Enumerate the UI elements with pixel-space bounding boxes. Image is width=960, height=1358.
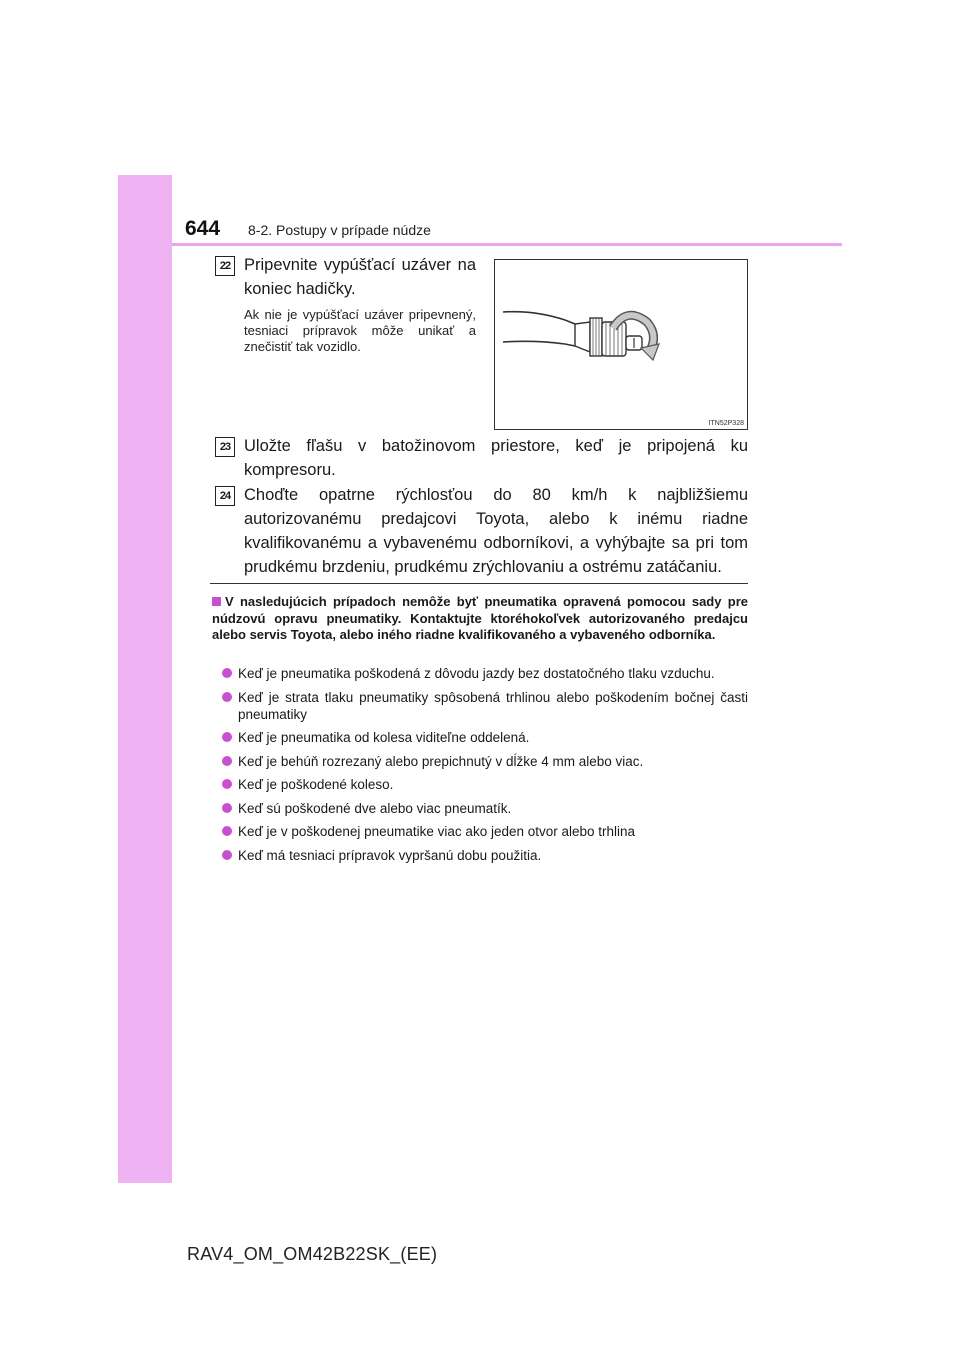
list-item: Keď je behúň rozrezaný alebo prepichnutý v dĺžke 4 mm alebo viac.: [222, 753, 748, 770]
bullet-icon: [222, 850, 232, 860]
list-item: Keď je v poškodenej pneumatike viac ako jeden otvor alebo trhlina: [222, 823, 748, 840]
bullet-icon: [222, 668, 232, 678]
conditions-list: [222, 665, 748, 870]
bullet-icon: [222, 803, 232, 813]
step-text: Uložte fľašu v batožinovom priestore, keď je pripojená ku kompresoru.: [244, 437, 748, 479]
step-text: Pripevnite vypúšťací uzáver na koniec hadičky.: [244, 256, 476, 298]
step-number: 23: [215, 437, 235, 457]
section-heading-text: V nasledujúcich prípadoch nemôže byť pneumatika opravená pomocou sady pre núdzovú opravu pneumatiky. Kontaktujte ktoréhokoľvek autorizovaného predajcu alebo servis Toyota, alebo iného riadne kvalifikovaného a vybaveného odborníka.: [212, 594, 748, 642]
section-square-icon: [212, 597, 221, 606]
chapter-title: 8-2. Postupy v prípade núdze: [248, 222, 431, 238]
section-rule: [210, 583, 748, 584]
step-number: 24: [215, 486, 235, 506]
list-item: Keď má tesniaci prípravok vypršanú dobu použitia.: [222, 847, 748, 864]
document-code: RAV4_OM_OM42B22SK_(EE): [187, 1244, 438, 1264]
section-heading: [212, 594, 748, 644]
bullet-icon: [222, 756, 232, 766]
list-item: Keď je pneumatika poškodená z dôvodu jazdy bez dostatočného tlaku vzduchu.: [222, 665, 748, 682]
step-number: 22: [215, 256, 235, 276]
figure-code: ITN52P328: [708, 420, 744, 427]
page-number: 644: [185, 217, 221, 240]
list-item: Keď je pneumatika od kolesa viditeľne oddelená.: [222, 729, 748, 746]
list-item: Keď je strata tlaku pneumatiky spôsobená trhlinou alebo poškodením bočnej časti pneumatiky: [222, 689, 748, 723]
bullet-icon: [222, 732, 232, 742]
bullet-icon: [222, 692, 232, 702]
bullet-icon: [222, 826, 232, 836]
bullet-icon: [222, 779, 232, 789]
list-item: Keď sú poškodené dve alebo viac pneumatík.: [222, 800, 748, 817]
hose-cap-illustration: [495, 260, 747, 429]
figure-hose-cap: [494, 259, 748, 430]
header-rule: [172, 243, 842, 246]
step-text: Choďte opatrne rýchlosťou do 80 km/h k najbližšiemu autorizovanému predajcovi Toyota, alebo k inému riadne kvalifikovanému a vybavenému odborníkovi, a vyhýbajte sa pri tom prudkému brzdeniu, prudkému zrýchlovaniu a ostrému zatáčaniu.: [244, 486, 748, 576]
step-note: Ak nie je vypúšťací uzáver pripevnený, tesniaci prípravok môže unikať a znečistiť tak vozidlo.: [244, 307, 476, 354]
list-item: Keď je poškodené koleso.: [222, 776, 748, 793]
side-tab: [118, 175, 172, 1183]
